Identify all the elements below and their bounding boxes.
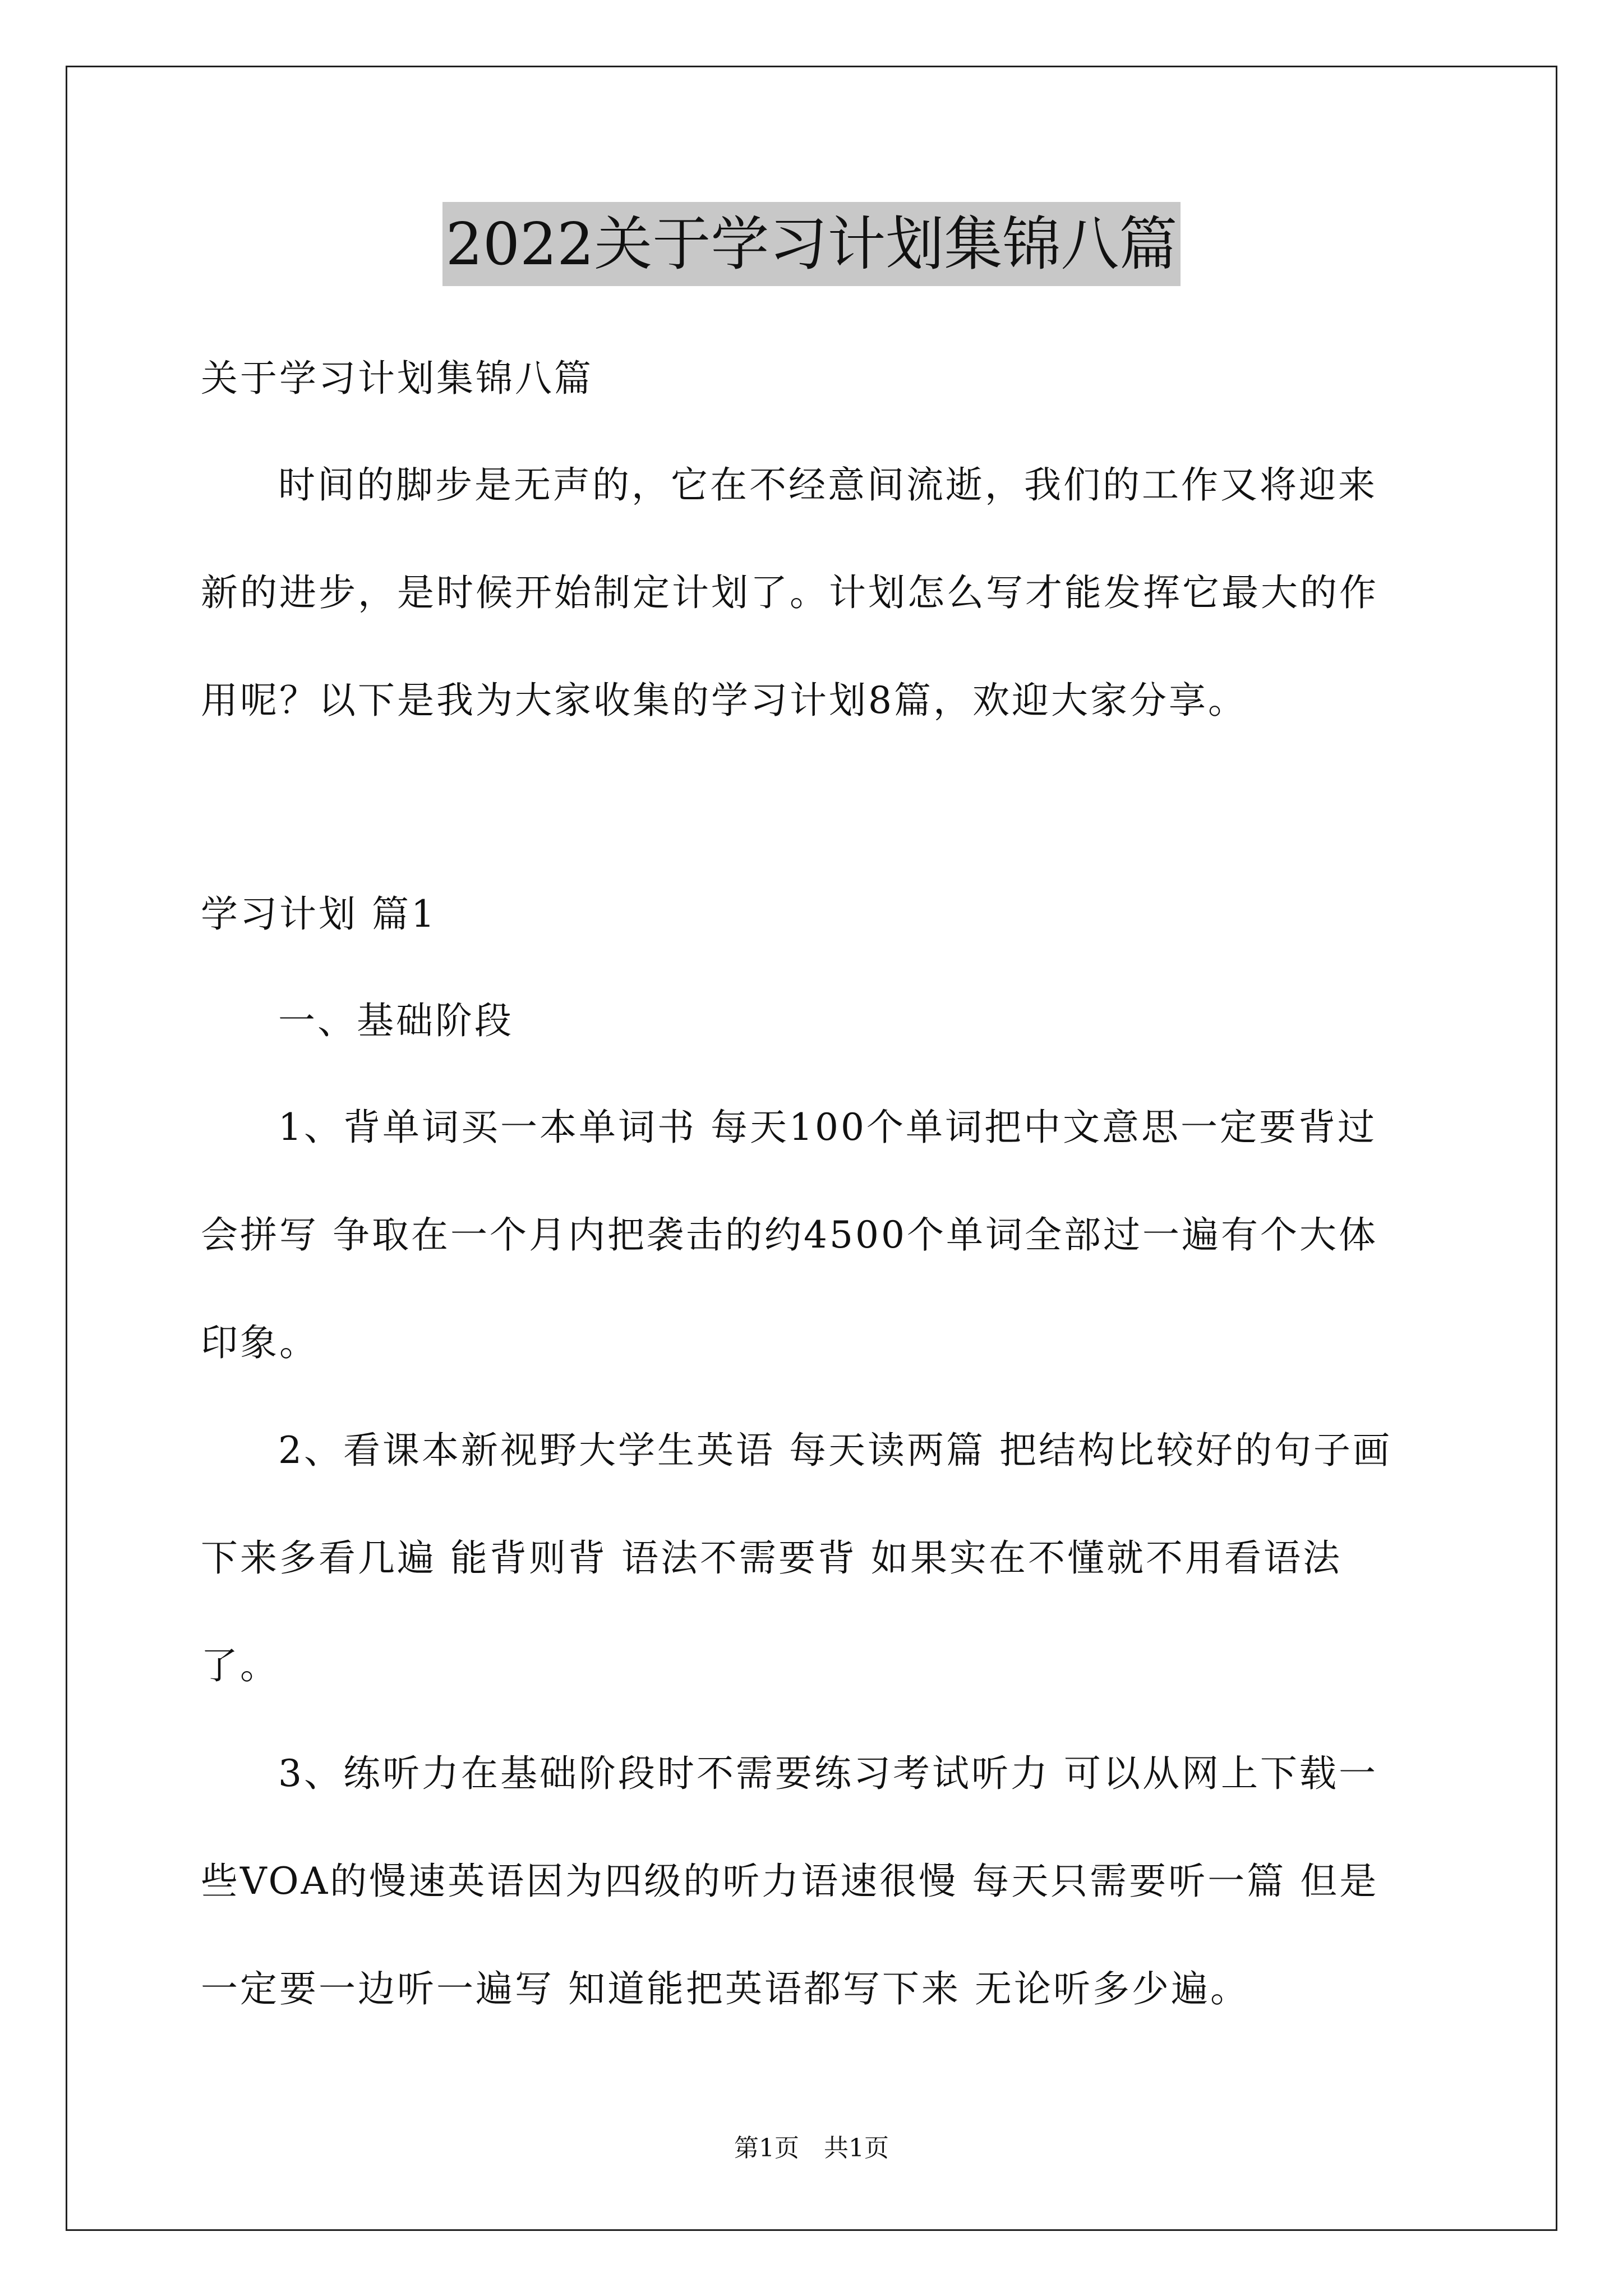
document-title: 2022关于学习计划集锦八篇 [442, 202, 1181, 286]
item3-line-2: 些VOA的慢速英语因为四级的听力语速很慢 每天只需要听一篇 但是 [201, 1860, 1379, 1903]
intro-line-3: 用呢？以下是我为大家收集的学习计划8篇，欢迎大家分享。 [201, 679, 1247, 722]
item1-line-2: 会拼写 争取在一个月内把袭击的约4500个单词全部过一遍有个大体 [201, 1213, 1378, 1257]
page-footer: 第1页 共1页 [734, 2134, 889, 2162]
item1-line-1: 1、背单词买一本单词书 每天100个单词把中文意思一定要背过 [278, 1106, 1377, 1149]
item2-line-3: 了。 [201, 1644, 279, 1687]
section-heading: 学习计划 篇1 [201, 892, 437, 936]
subheading: 一、基础阶段 [278, 999, 514, 1042]
item2-line-2: 下来多看几遍 能背则背 语法不需要背 如果实在不懂就不用看语法 [201, 1536, 1342, 1580]
item3-line-1: 3、练听力在基础阶段时不需要练习考试听力 可以从网上下载一 [278, 1752, 1378, 1795]
intro-line-2: 新的进步，是时候开始制定计划了。计划怎么写才能发挥它最大的作 [201, 571, 1378, 614]
intro-line-1: 时间的脚步是无声的，它在不经意间流逝，我们的工作又将迎来 [278, 463, 1377, 507]
document-subtitle: 关于学习计划集锦八篇 [201, 357, 593, 400]
item3-line-3: 一定要一边听一遍写 知道能把英语都写下来 无论听多少遍。 [201, 1967, 1249, 2010]
item1-line-3: 印象。 [201, 1321, 319, 1364]
title-container [0, 202, 1623, 286]
item2-line-1: 2、看课本新视野大学生英语 每天读两篇 把结构比较好的句子画 [278, 1429, 1392, 1472]
